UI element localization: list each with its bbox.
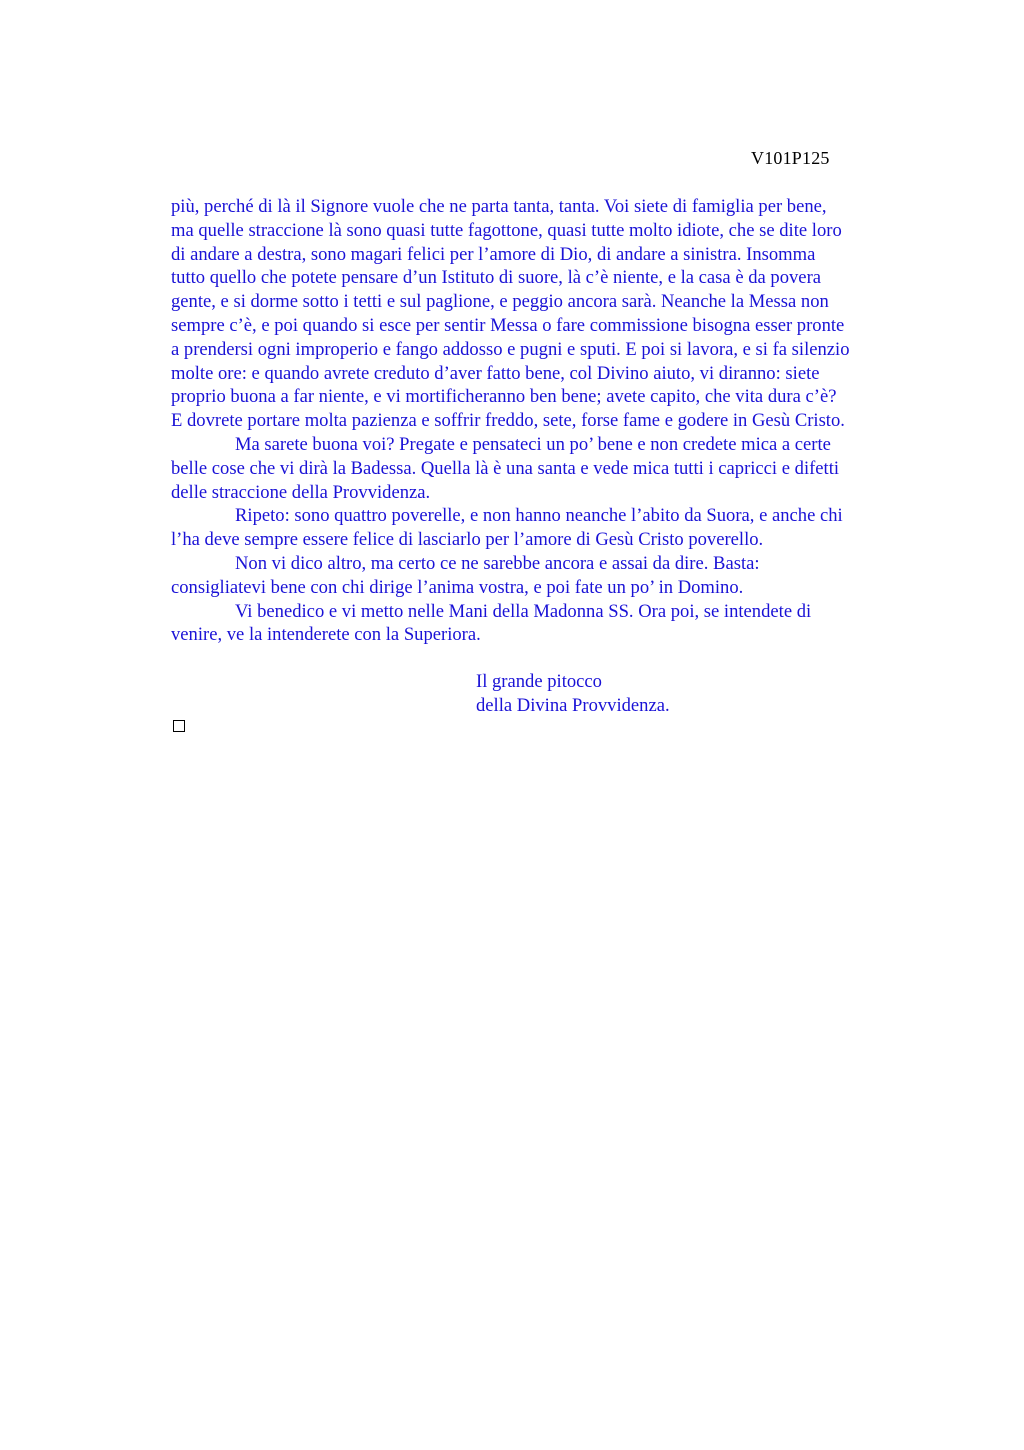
signature-block	[476, 670, 670, 718]
signature-line-1: Il grande pitocco	[476, 671, 602, 692]
text-line: ma quelle straccione là sono quasi tutte fagottone, quasi tutte molto idiote, che se dite loro	[171, 219, 842, 241]
text-line: belle cose che vi dirà la Badessa. Quella là è una santa e vede mica tutti i capricci e difetti	[171, 457, 840, 479]
text-line: di andare a destra, sono magari felici per l’amore di Dio, di andare a sinistra. Insomma	[171, 243, 816, 265]
text-line: l’ha deve sempre essere felice di lasciarlo per l’amore di Gesù Cristo poverello.	[171, 529, 764, 551]
paragraph-start-line: Vi benedico e vi metto nelle Mani della Madonna SS. Ora poi, se intendete di	[235, 600, 812, 622]
text-line: tutto quello che potete pensare d’un Istituto di suore, là c’è niente, e la casa è da povera	[171, 267, 822, 289]
paragraph-start-line: Non vi dico altro, ma certo ce ne sarebbe ancora e assai da dire. Basta:	[235, 552, 760, 574]
paragraph-start-line: Ripeto: sono quattro poverelle, e non hanno neanche l’abito da Suora, e anche chi	[235, 505, 843, 527]
text-line: più, perché di là il Signore vuole che ne parta tanta, tanta. Voi siete di famiglia per bene,	[171, 196, 827, 217]
text-line: proprio buona a far niente, e vi mortificheranno ben bene; avete capito, che vita dura c’è?	[171, 386, 837, 408]
text-line: consigliatevi bene con chi dirige l’anima vostra, e poi fate un po’ in Domino.	[171, 576, 744, 598]
text-line: E dovrete portare molta pazienza e soffrir freddo, sete, forse fame e godere in Gesù Cristo.	[171, 410, 845, 432]
text-line: a prendersi ogni improperio e fango addosso e pugni e sputi. E poi si lavora, e si fa silenzio	[171, 338, 850, 360]
paragraph-start-line: Ma sarete buona voi? Pregate e pensateci un po’ bene e non credete mica a certe	[235, 433, 831, 455]
signature-line-2: della Divina Provvidenza.	[476, 694, 670, 716]
letter-body	[171, 195, 931, 647]
text-line: venire, ve la intenderete con la Superiora.	[171, 624, 481, 646]
text-line: delle straccione della Provvidenza.	[171, 481, 431, 503]
empty-box-icon	[173, 720, 185, 732]
text-line: gente, e si dorme sotto i tetti e sul paglione, e peggio ancora sarà. Neanche la Messa non	[171, 291, 829, 313]
text-line: molte ore: e quando avrete creduto d’aver fatto bene, col Divino aiuto, vi diranno: siete	[171, 362, 820, 384]
text-line: sempre c’è, e poi quando si esce per sentir Messa o fare commissione bisogna esser pronte	[171, 314, 845, 336]
page-reference: V101P125	[751, 148, 830, 168]
